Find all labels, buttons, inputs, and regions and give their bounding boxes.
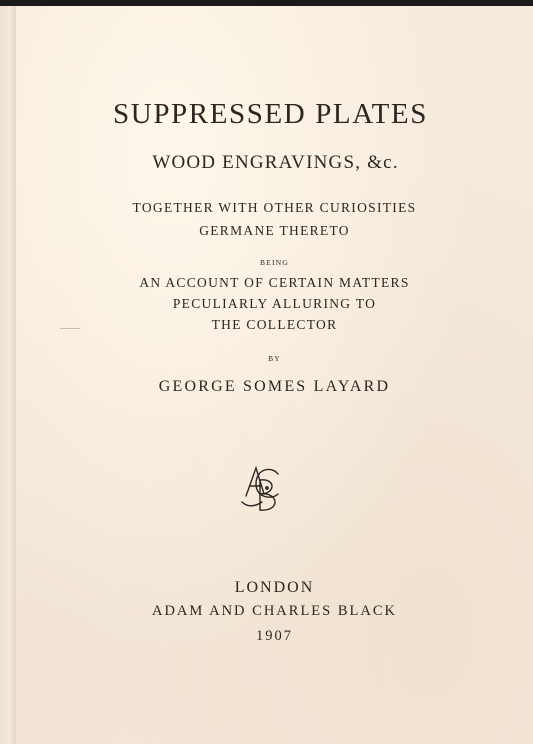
account-line-3: THE COLLECTOR (211, 317, 338, 332)
author-name: GEORGE SOMES LAYARD (158, 378, 391, 395)
publication-place: LONDON (234, 579, 315, 596)
together-line-2: GERMANE THERETO (199, 223, 350, 238)
acb-monogram-icon (234, 458, 290, 514)
book-subtitle: WOOD ENGRAVINGS, &c. (152, 152, 399, 173)
title-page (16, 6, 533, 744)
publisher-name: ADAM AND CHARLES BLACK (151, 603, 397, 619)
together-line-1: TOGETHER WITH OTHER CURIOSITIES (132, 200, 417, 215)
account-line-1: AN ACCOUNT OF CERTAIN MATTERS (139, 275, 410, 290)
account-line-2: PECULIARLY ALLURING TO (172, 296, 377, 311)
publication-year: 1907 (256, 628, 293, 644)
book-spine-edge (0, 6, 17, 744)
by-word: BY (268, 354, 281, 363)
being-word: BEING (260, 258, 289, 267)
paper-mark (60, 328, 80, 329)
book-title: SUPPRESSED PLATES (113, 98, 428, 130)
